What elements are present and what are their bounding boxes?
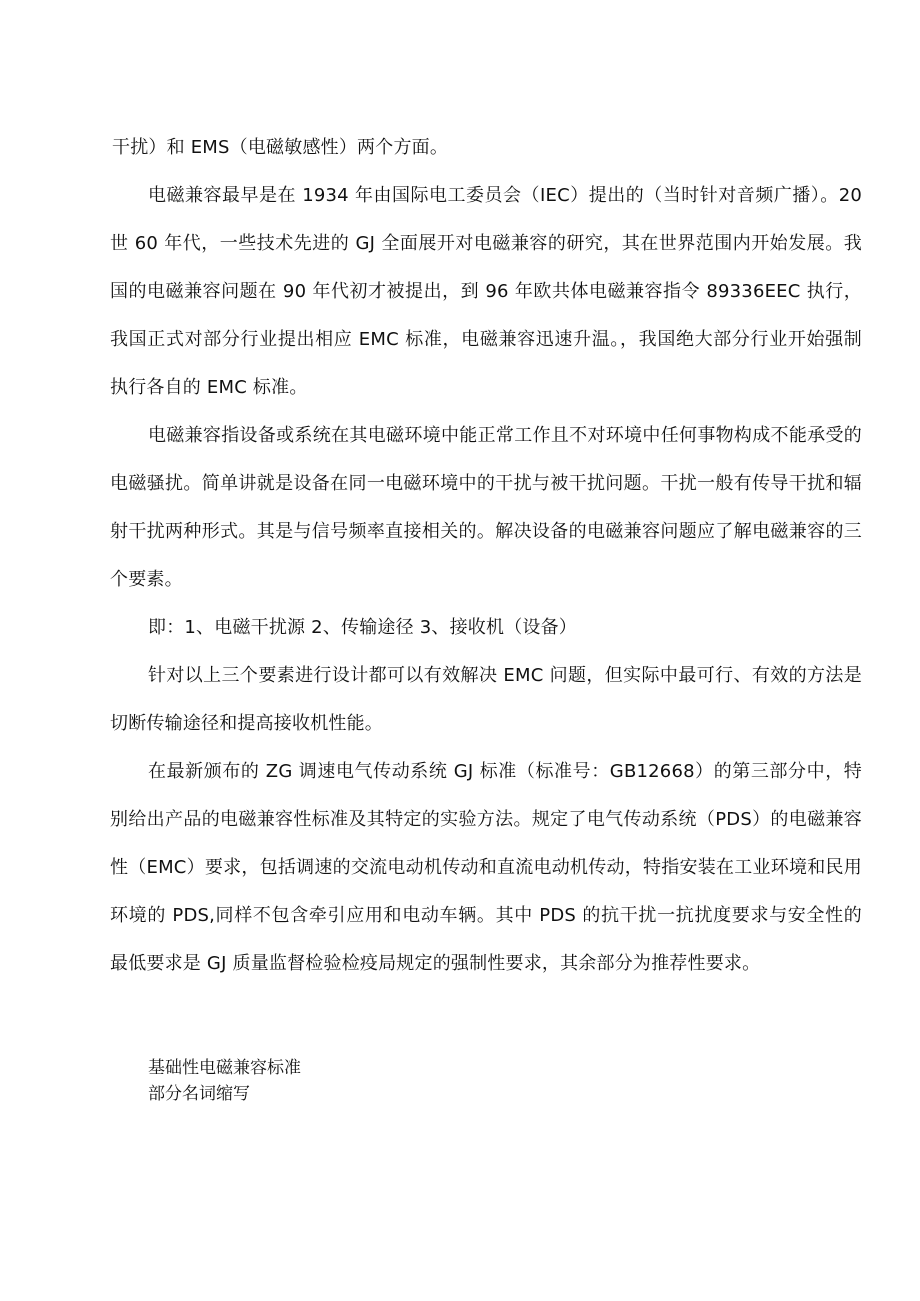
- document-body: [110, 124, 862, 988]
- paragraph-emc-definition: 电磁兼容指设备或系统在其电磁环境中能正常工作且不对环境中任何事物构成不能承受的电磁骚扰。简单讲就是设备在同一电磁环境中的干扰与被干扰问题。干扰一般有传导干扰和辐射干扰两种形式。其是与信号频率直接相关的。解决设备的电磁兼容问题应了解电磁兼容的三个要素。: [110, 425, 862, 590]
- paragraph-emc-history: 电磁兼容最早是在 1934 年由国际电工委员会（IEC）提出的（当时针对音频广播）。20 世 60 年代，一些技术先进的 GJ 全面展开对电磁兼容的研究，其在世界范围内开始发展。我国的电磁兼容问题在 90 年代初才被提出，到 96 年欧共体电磁兼容指令 89336EEC 执行，我国正式对部分行业提出相应 EMC 标准，电磁兼容迅速升温。，我国绝大部分行业开始强制执行各自的 EMC 标准。: [110, 185, 862, 398]
- section-headings: [148, 1055, 301, 1107]
- paragraph-emi-ems-continuation: 干扰）和 EMS（电磁敏感性）两个方面。: [112, 137, 449, 158]
- heading-abbreviations: 部分名词缩写: [148, 1084, 250, 1104]
- heading-basic-emc-standards: 基础性电磁兼容标准: [148, 1058, 301, 1078]
- paragraph-three-elements: 即：1、电磁干扰源 2、传输途径 3、接收机（设备）: [148, 617, 577, 638]
- paragraph-gb12668-standard: 在最新颁布的 ZG 调速电气传动系统 GJ 标准（标准号：GB12668）的第三部分中，特别给出产品的电磁兼容性标准及其特定的实验方法。规定了电气传动系统（PDS）的电磁兼容性（EMC）要求，包括调速的交流电动机传动和直流电动机传动，特指安装在工业环境和民用环境的 PDS,同样不包含牵引应用和电动车辆。其中 PDS 的抗干扰一抗扰度要求与安全性的最低要求是 GJ 质量监督检验检疫局规定的强制性要求，其余部分为推荐性要求。: [110, 761, 862, 974]
- paragraph-design-approach: 针对以上三个要素进行设计都可以有效解决 EMC 问题，但实际中最可行、有效的方法是切断传输途径和提高接收机性能。: [110, 665, 862, 734]
